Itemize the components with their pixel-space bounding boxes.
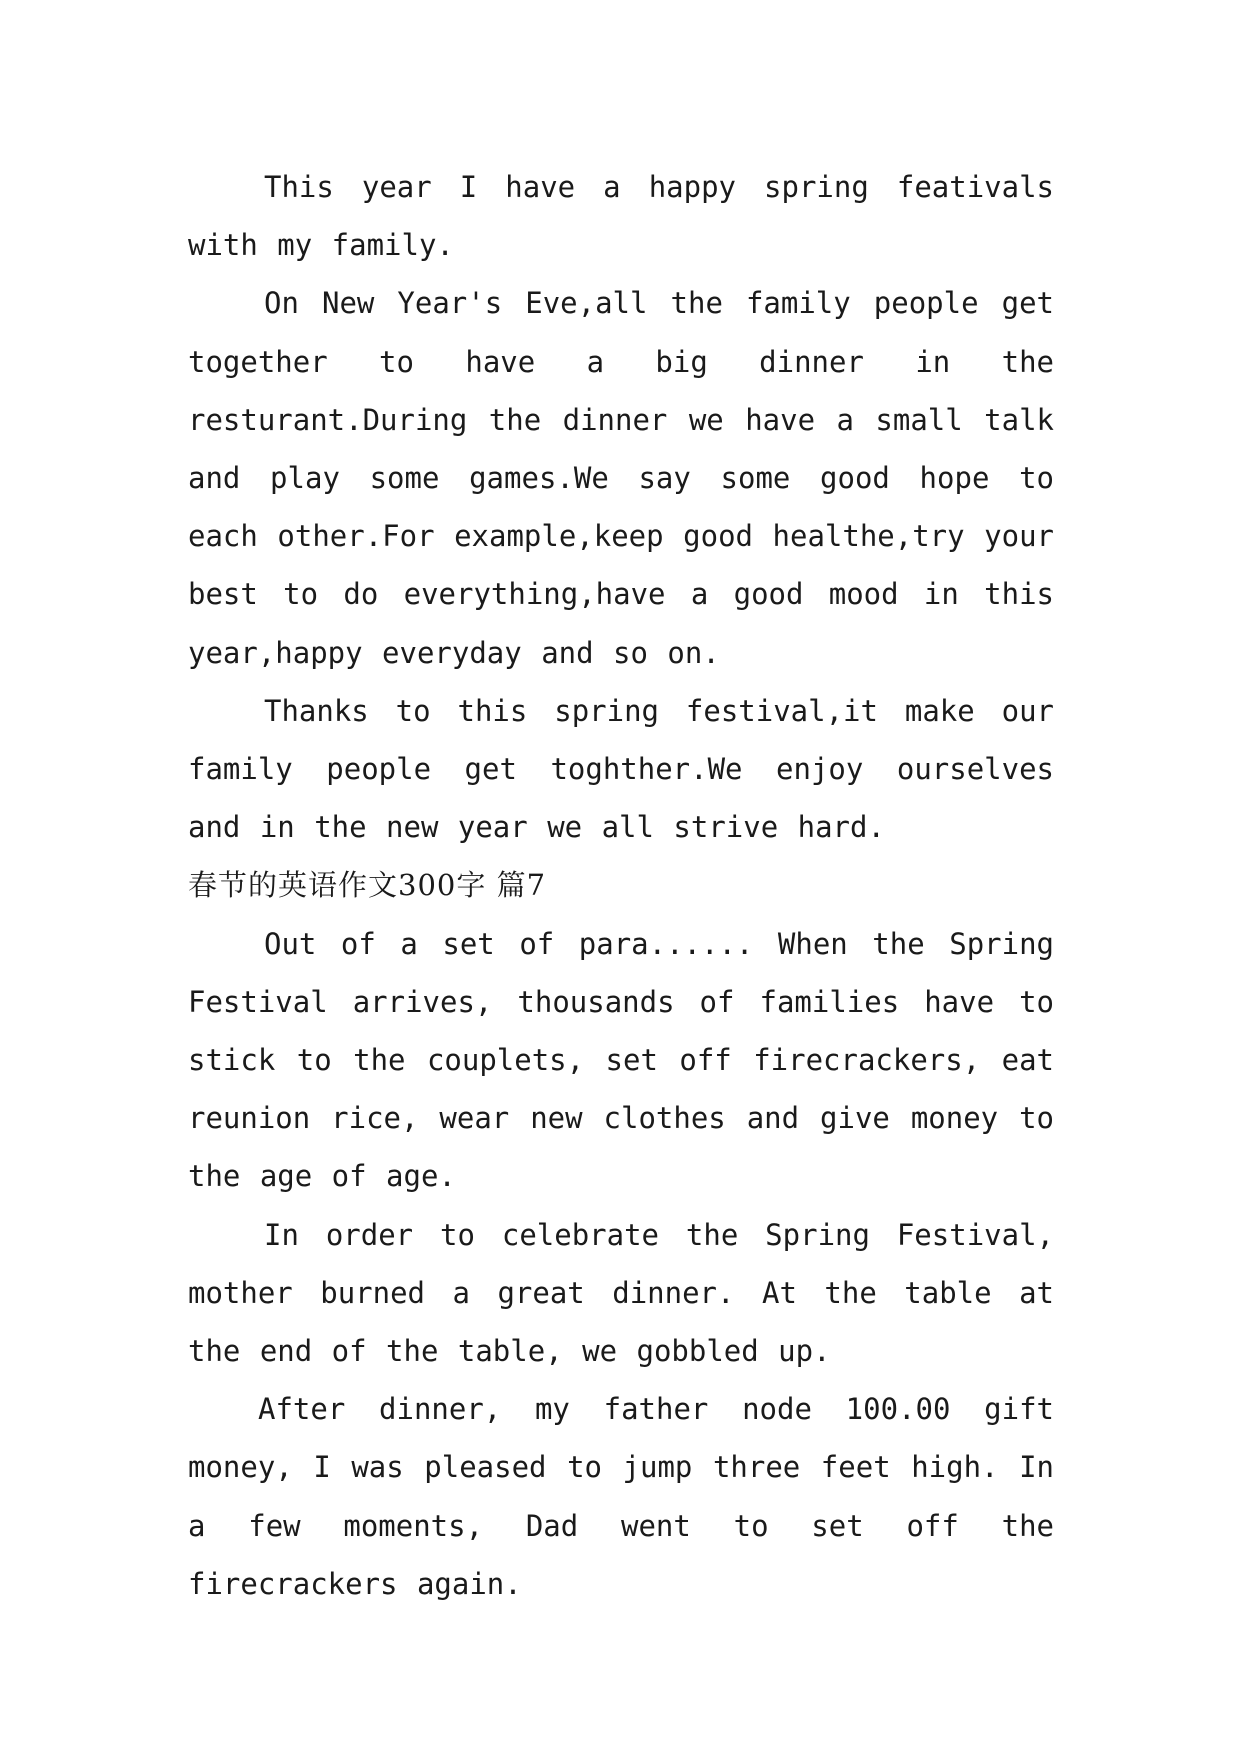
paragraph-celebrate-dinner: In order to celebrate the Spring Festival, mother burned a great dinner. At the table at the end of the table, we gobbled up. — [188, 1217, 1054, 1369]
paragraph-spring-festival-arrives: Out of a set of para...... When the Spring Festival arrives, thousands of families have to stick to the couplets, set off firecrackers, eat reunion rice, wear new clothes and give money to the age of age. — [188, 926, 1054, 1194]
paragraph-gift-money: After dinner, my father node 100.00 gift money, I was pleased to jump three feet high. In a few moments, Dad went to set off the firecrackers again. — [188, 1392, 1054, 1601]
paragraph-new-years-eve: On New Year's Eve,all the family people get together to have a big dinner in the resturant.During the dinner we have a small talk and play some games.We say some good hope to each other.For example,keep good healthe,try your best to do everything,have a good mood in this year,happy everyday and so on. — [188, 286, 1054, 670]
paragraph-thanks: Thanks to this spring festival,it make our family people get toghther.We enjoy ourselves and in the new year we all strive hard. — [188, 693, 1054, 845]
paragraph-spring-festival-family: This year I have a happy spring feativals with my family. — [188, 170, 1054, 263]
section-heading: 春节的英语作文300字 篇7 — [188, 868, 547, 903]
document-page — [188, 158, 1054, 1613]
